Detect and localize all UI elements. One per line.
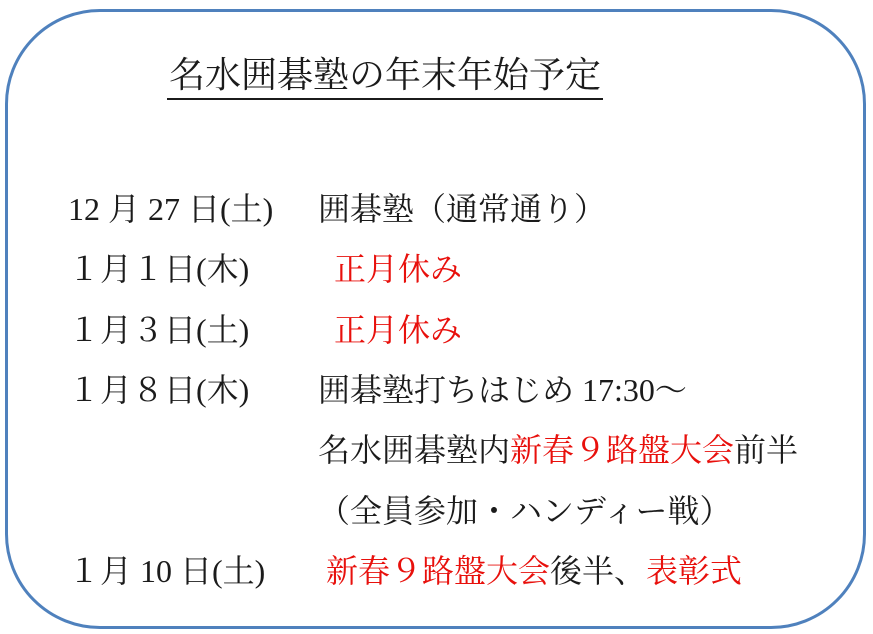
schedule-description [318,244,462,290]
text-segment: 新春９路盤大会 [510,432,735,469]
schedule-row [68,358,859,418]
text-segment: 正月休み [318,311,463,348]
schedule-description [318,486,731,532]
text-segment: （全員参加・ハンディー戦） [318,492,732,529]
schedule-row [68,237,859,297]
schedule-row [68,298,859,358]
schedule-description [318,425,798,471]
text-segment: 前半 [734,432,799,469]
schedule-date: １月１日(木) [68,251,250,288]
text-segment: 囲碁塾打ちはじめ 17:30～ [318,372,687,409]
schedule-description [318,184,606,230]
schedule-row [68,539,859,599]
schedule-description [318,305,462,351]
text-segment: 新春９路盤大会 [318,552,551,589]
schedule-description [318,365,687,411]
schedule-date: １月３日(土) [68,311,250,348]
schedule-list [68,177,859,599]
schedule-row [68,478,859,538]
schedule-description [318,546,742,592]
schedule-row [68,177,859,237]
text-segment: 後半、 [550,552,647,589]
schedule-date: １月 10 日(土) [68,552,266,589]
text-segment: 正月休み [318,251,463,288]
schedule-date: 12 月 27 日(土) [68,191,274,228]
text-segment: 名水囲碁塾内 [318,432,511,469]
page-title: 名水囲碁塾の年末年始予定 [167,55,603,100]
text-segment: 囲碁塾（通常通り） [318,191,607,228]
text-segment: 表彰式 [646,552,743,589]
schedule-row [68,418,859,478]
schedule-date: １月８日(木) [68,372,250,409]
